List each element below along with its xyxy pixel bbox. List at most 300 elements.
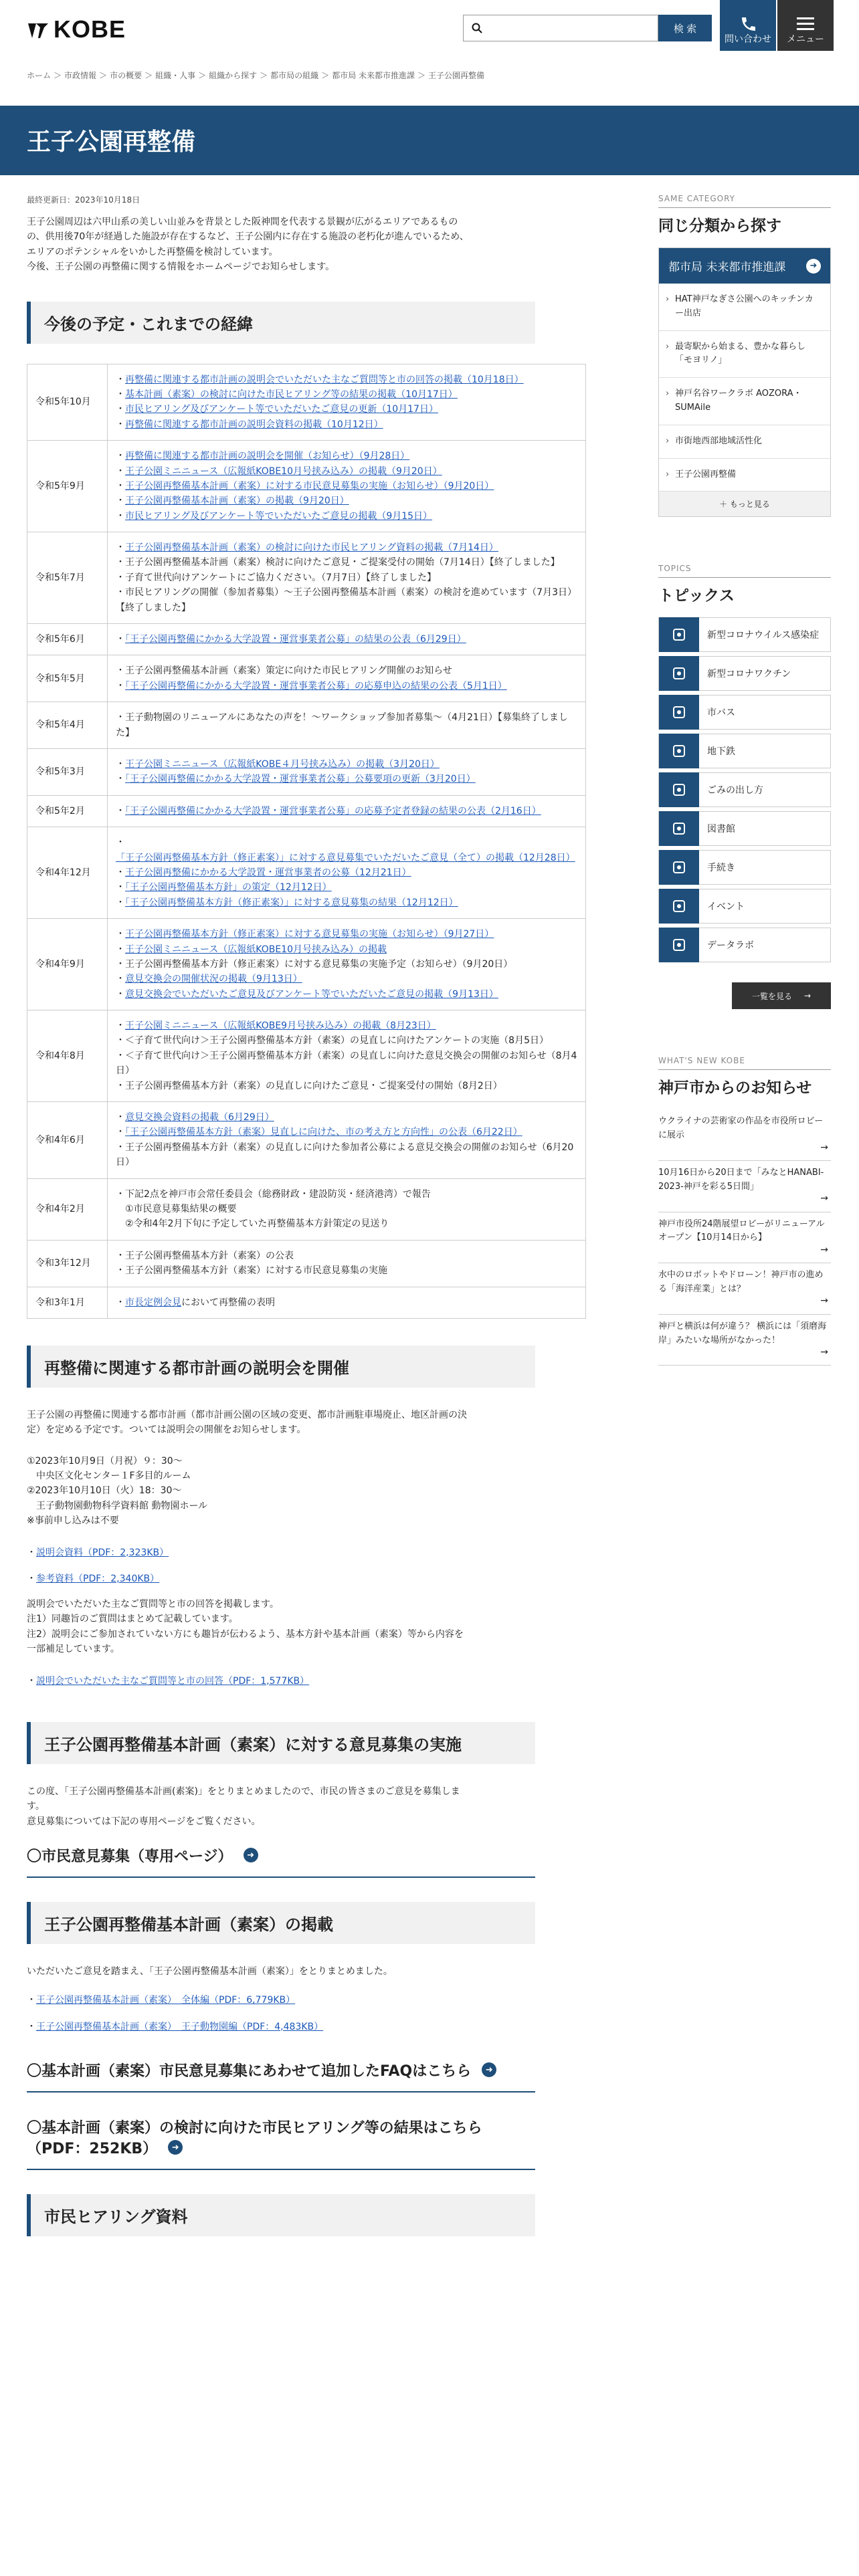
category-item[interactable]: › 神戸名谷ワークラボ AOZORA・SUMAile [659, 378, 830, 425]
timeline-entry [116, 372, 577, 387]
hearing-results-link[interactable] [27, 2117, 535, 2170]
document-icon [659, 850, 699, 885]
menu-label: メニュー [787, 34, 824, 45]
intro-line: の、供用後70年が経過した施設が存在するなど、王子公園内に存在する施設の老朽化が進んでいるため、 [27, 231, 469, 243]
timeline-entry [116, 417, 577, 432]
entry-text: ・ [116, 988, 125, 1000]
arrow-right-icon: → [820, 1295, 828, 1307]
breadcrumb-item[interactable]: 組織・人事 [155, 71, 196, 80]
timeline-entry [116, 804, 577, 819]
timeline-entry [116, 987, 577, 1002]
entry-link[interactable]: 市民ヒアリング及びアンケート等でいただいたご意見の掲載（9月15日） [125, 510, 433, 522]
timeline-date: 令和4年2月 [27, 1178, 108, 1240]
entry-text: ・ [116, 929, 125, 940]
timeline-entry [116, 1216, 577, 1231]
entry-text: ・＜子育て世代向け＞王子公園再整備基本方針（素案）の見直しに向けた意見交換会の開催のお知らせ（8月4日） [116, 1050, 577, 1077]
entry-text: ・ [116, 480, 125, 492]
entry-link[interactable]: 市民ヒアリング及びアンケート等でいただいたご意見の更新（10月17日） [125, 404, 438, 415]
entry-text: ・ [116, 758, 125, 770]
timeline-date: 令和3年1月 [27, 1287, 108, 1318]
arrow-right-icon: → [820, 1193, 828, 1204]
topic-item[interactable] [658, 656, 831, 691]
arrow-right-icon: ➜ [244, 1848, 258, 1862]
timeline-entry [116, 1202, 577, 1216]
news-item[interactable] [658, 1263, 831, 1315]
timeline-entries [108, 364, 586, 441]
timeline-row [27, 1287, 586, 1318]
site-header [0, 0, 859, 59]
timeline-row [27, 1240, 586, 1287]
kobe-logo[interactable] [27, 16, 126, 43]
opinion-line: す。 [27, 1801, 45, 1812]
breadcrumb-item[interactable]: 市政情報 [64, 71, 97, 80]
schedule-line: ①2023年10月9日（月祝）９：30～ [27, 1455, 183, 1467]
entry-text: ・ [116, 680, 125, 691]
search-button[interactable]: 検 索 [658, 15, 712, 41]
breadcrumb-separator-icon: ＞ [417, 71, 426, 80]
intro-line: エリアのポテンシャルをいかした再整備を検討しています。 [27, 246, 278, 257]
same-category-label: SAME CATEGORY [658, 194, 736, 203]
entry-link[interactable]: 再整備に関連する都市計画の説明会でいただいた主なご質問等と市の回答の掲載（10月18日） [125, 374, 524, 385]
category-head-label: 都市局 未来都市推進課 [668, 261, 786, 274]
entry-text: ・ [116, 634, 125, 645]
entry-text: ・子育て世代向けアンケートにご協力ください。（7月7日）【終了しました】 [116, 572, 436, 583]
view-all-button[interactable] [732, 982, 831, 1009]
entry-link[interactable]: 「王子公園再整備基本方針（修正素案）」に対する意見募集でいただいたご意見（全て）の掲載（12月28日） [116, 852, 575, 863]
entry-text: ・ [116, 974, 125, 985]
same-category-title: 同じ分類から探す [658, 217, 781, 235]
arrow-right-icon: → [803, 991, 812, 1001]
timeline-entries [108, 795, 586, 827]
entry-text: ・王子公園再整備基本方針（修正素案）に対する意見募集の実施予定（お知らせ）（9月20日） [116, 958, 513, 970]
timeline-date: 令和5年3月 [27, 748, 108, 795]
plan-zoo-pdf-link[interactable]: 王子公園再整備基本計画（素案） 王子動物園編（PDF：4,483KB） [36, 2021, 324, 2032]
category-box [658, 247, 831, 517]
breadcrumb-separator-icon: ＞ [321, 71, 330, 80]
timeline-entry [116, 880, 577, 895]
entry-text: ・下記2点を神戸市会常任委員会（総務財政・建設防災・経済港湾）で報告 [116, 1188, 431, 1200]
timeline-row [27, 1178, 586, 1240]
timeline-entry [116, 1110, 577, 1125]
entry-link[interactable]: 意見交換会の開催状況の掲載（9月13日） [125, 974, 302, 985]
arrow-right-icon: ➜ [482, 2062, 496, 2077]
timeline-row [27, 748, 586, 795]
entry-text: ・王子公園再整備基本方針（素案）の公表 [116, 1250, 294, 1261]
timeline-entry [116, 387, 577, 402]
public-comment-label: 〇市民意見募集（専用ページ） [27, 1848, 233, 1865]
news-title: 神戸市からのお知らせ [658, 1079, 812, 1097]
opinion-line: この度、「王子公園再整備基本計画(素案)」をとりまとめましたので、市民の皆さまのご意見を募集しま [27, 1786, 460, 1797]
breadcrumb [27, 70, 484, 81]
entry-link[interactable]: 王子公園ミニニュース（広報紙KOBE10月号挟み込み）の掲載（9月20日） [125, 465, 442, 477]
hearing-materials-heading: 市民ヒアリング資料 [27, 2194, 535, 2236]
entry-link[interactable]: 「王子公園再整備基本方針」の策定（12月12日） [125, 882, 332, 893]
breadcrumb-separator-icon: ＞ [99, 71, 108, 80]
plan-overall-pdf-link[interactable]: 王子公園再整備基本計画（素案） 全体編（PDF：6,779KB） [36, 1995, 296, 2006]
divider [658, 207, 831, 208]
main-content [27, 194, 577, 2256]
timeline-entries [108, 919, 586, 1010]
reference-materials-link[interactable]: 参考資料（PDF：2,340KB） [36, 1573, 160, 1584]
timeline-entry [116, 772, 577, 786]
topic-item[interactable] [658, 850, 831, 885]
entry-text: ・ [116, 374, 125, 385]
entry-text: ①市民意見募集結果の概要 [116, 1203, 237, 1214]
faq-link[interactable] [27, 2060, 535, 2092]
timeline-entry [116, 494, 577, 508]
briefing-doc-item: ・参考資料（PDF：2,340KB） [27, 1573, 160, 1584]
timeline-entries [108, 655, 586, 702]
timeline-entry [116, 1140, 577, 1170]
timeline-entry [116, 972, 577, 986]
hearing-results-size: （PDF：252KB） [27, 2140, 158, 2157]
schedule-line: ※事前申し込みは不要 [27, 1515, 119, 1527]
timeline-entry [116, 1018, 577, 1033]
entry-text: ・ [116, 1297, 125, 1308]
entry-link[interactable]: 王子公園再整備基本方針（修正素案）に対する意見募集の実施（お知らせ）（9月27日） [125, 929, 494, 940]
show-more-button[interactable]: ＋ もっと見る [659, 492, 830, 516]
hamburger-icon [795, 15, 816, 32]
entry-text: ・ [116, 805, 125, 817]
news-text: 神戸市役所24階展望ロビーがリニューアルオープン【10月14日から】 [658, 1218, 825, 1243]
sidebar [658, 194, 831, 1366]
topics-title: トピックス [658, 587, 735, 605]
entry-suffix: において再整備の表明 [181, 1297, 275, 1308]
category-item[interactable]: › 王子公園再整備 [659, 459, 830, 492]
timeline-entry [116, 479, 577, 494]
timeline-entry [116, 1079, 577, 1093]
timeline-row [27, 919, 586, 1010]
arrow-right-icon: ➜ [168, 2140, 183, 2155]
briefing-notes [27, 1597, 535, 1657]
timeline-entry [116, 1187, 577, 1202]
timeline-row [27, 441, 586, 532]
breadcrumb-item[interactable]: 市の概要 [110, 71, 142, 80]
entry-text: ・ [116, 837, 125, 849]
opinion-heading: 王子公園再整備基本計画（素案）に対する意見募集の実施 [27, 1722, 535, 1764]
arrow-right-icon: → [820, 1244, 828, 1255]
topic-item[interactable] [658, 695, 831, 730]
menu-button[interactable] [777, 0, 834, 51]
timeline-entries [108, 1240, 586, 1287]
breadcrumb-item[interactable]: 組織から探す [209, 71, 258, 80]
timeline-entries [108, 1010, 586, 1102]
timeline-row [27, 532, 586, 624]
topic-item[interactable] [658, 772, 831, 807]
timeline-entry [116, 1249, 577, 1263]
breadcrumb-separator-icon: ＞ [198, 71, 207, 80]
timeline-date: 令和3年12月 [27, 1240, 108, 1287]
category-item[interactable]: › 最寄駅から始まる、豊かな暮らし「モヨリノ」 [659, 331, 830, 379]
timeline-date: 令和5年9月 [27, 441, 108, 532]
entry-link[interactable]: 「王子公園再整備にかかる大学設置・運営事業者公募」の応募予定者登録の結果の公表（2月16日） [125, 805, 541, 817]
briefing-doc-item: ・説明会資料（PDF：2,323KB） [27, 1547, 169, 1558]
timeline-date: 令和4年8月 [27, 1010, 108, 1102]
note-line: 説明会でいただいた主なご質問等と市の回答を掲載します。 [27, 1599, 279, 1610]
timeline-entry [116, 865, 577, 880]
timeline-row [27, 702, 586, 749]
opinion-text [27, 1784, 535, 1829]
entry-link[interactable]: 王子公園再整備基本計画（素案）の掲載（9月20日） [125, 496, 349, 507]
entry-link[interactable]: 王子公園再整備基本計画（素案）に対する市民意見募集の実施（お知らせ）（9月20日） [125, 480, 494, 492]
timeline-date: 令和4年9月 [27, 919, 108, 1010]
entry-link[interactable]: 王子公園ミニニュース（広報紙KOBE10月号挟み込み）の掲載 [125, 944, 387, 955]
news-text: ウクライナの芸術家の作品を市役所ロビーに展示 [658, 1116, 824, 1141]
timeline-heading: 今後の予定・これまでの経緯 [27, 302, 535, 344]
timeline-entry [116, 509, 577, 524]
entry-text: ・王子公園再整備基本計画（素案）策定に向けた市民ヒアリング開催のお知らせ [116, 665, 452, 677]
entry-text: ・王子公園再整備基本方針（素案）の見直しに向けた参加者公募による意見交換会の開催のお知らせ（6月20日） [116, 1142, 574, 1168]
search-icon [472, 23, 482, 33]
timeline-date: 令和5年2月 [27, 795, 108, 827]
entry-link[interactable]: 再整備に関連する都市計画の説明会を開催（お知らせ）（9月28日） [125, 451, 410, 462]
timeline-date: 令和5年7月 [27, 532, 108, 624]
title-band [0, 106, 859, 175]
timeline-entry [116, 1033, 577, 1048]
entry-text: ・ [116, 774, 125, 785]
entry-text: ・ [116, 1127, 125, 1138]
entry-link[interactable]: 市長定例会見 [125, 1297, 181, 1308]
timeline-row [27, 795, 586, 827]
subway-icon [659, 734, 699, 768]
last-updated: 最終更新日：2023年10月18日 [27, 195, 140, 205]
entry-link[interactable]: 「王子公園再整備にかかる大学設置・運営事業者公募」の結果の公表（6月29日） [125, 634, 466, 645]
timeline-date: 令和4年6月 [27, 1102, 108, 1179]
news-label: WHAT'S NEW KOBE [658, 1056, 745, 1066]
news-text: 10月16日から20日まで「みなとHANABI-2023-神戸を彩る5日間」 [658, 1167, 824, 1192]
topic-label: 新型コロナワクチン [707, 669, 791, 680]
briefing-schedule [27, 1454, 535, 1529]
logo-text: KOBE [54, 15, 126, 43]
faq-label: 〇基本計画（素案）市民意見募集にあわせて追加したFAQはこちら [27, 2062, 472, 2080]
entry-link[interactable]: 王子公園ミニニュース（広報紙KOBE４月号挟み込み）の掲載（3月20日） [125, 758, 440, 770]
topic-item[interactable] [658, 734, 831, 768]
timeline-entry [116, 585, 577, 615]
timeline-entries [108, 1102, 586, 1179]
entry-link[interactable]: 「王子公園再整備にかかる大学設置・運営事業者公募」公募要項の更新（3月20日） [125, 774, 476, 785]
timeline-date: 令和5年6月 [27, 624, 108, 655]
topic-label: ごみの出し方 [707, 785, 763, 796]
intro-text [27, 215, 535, 275]
qa-answers-link[interactable]: 説明会でいただいた主なご質問等と市の回答（PDF：1,577KB） [36, 1675, 310, 1687]
timeline-entry [116, 464, 577, 479]
timeline-date: 令和4年12月 [27, 827, 108, 919]
timeline-entry [116, 663, 577, 678]
kobe-logo-mark-icon [27, 18, 50, 41]
timeline-entries [108, 532, 586, 624]
breadcrumb-item[interactable]: 都市局 未来都市推進課 [332, 71, 415, 80]
entry-text: ・ [116, 419, 125, 430]
note-line: 一部補足しています。 [27, 1644, 120, 1655]
intro-line: 王子公園周辺は六甲山系の美しい山並みを背景とした阪神間を代表する景観が広がるエリアであるもの [27, 217, 458, 227]
news-item[interactable] [658, 1109, 831, 1161]
timeline-entry [116, 679, 577, 693]
search-input[interactable] [463, 15, 658, 41]
public-comment-link[interactable] [27, 1845, 535, 1878]
timeline-entries [108, 1178, 586, 1240]
timeline-entries [108, 702, 586, 749]
entry-text: ・ [116, 867, 125, 878]
briefing-line: 王子公園の再整備に関連する都市計画（都市計画公園の区域の変更、都市計画駐車場廃止、地区計画の決 [27, 1409, 467, 1420]
news-text: 水中のロボットやドローン！神戸市の進める「海洋産業」とは？ [658, 1270, 824, 1294]
chart-icon [659, 928, 699, 962]
topics-label: TOPICS [658, 564, 692, 574]
timeline-entries [108, 1287, 586, 1318]
topic-label: 図書館 [707, 824, 735, 835]
syringe-icon [659, 656, 699, 691]
timeline-entry [116, 555, 577, 570]
entry-text: ・ [116, 496, 125, 507]
news-text: 神戸と横浜は何が違う？ 横浜には「須磨海岸」みたいな場所がなかった！ [658, 1321, 827, 1346]
plan-doc-item: ・王子公園再整備基本計画（素案） 王子動物園編（PDF：4,483KB） [27, 2021, 324, 2032]
timeline-row [27, 624, 586, 655]
topic-item[interactable] [658, 617, 831, 652]
entry-link[interactable]: 王子公園ミニニュース（広報紙KOBE9月号挟み込み）の掲載（8月23日） [125, 1021, 436, 1032]
timeline-entry [116, 757, 577, 772]
timeline-row [27, 364, 586, 441]
breadcrumb-current: 王子公園再整備 [428, 71, 485, 80]
breadcrumb-item[interactable]: 都市局の組織 [270, 71, 319, 80]
timeline-entry [116, 957, 577, 972]
entry-link[interactable]: 基本計画（素案）の検討に向けた市民ヒアリング等の結果の掲載（10月17日） [125, 389, 458, 400]
entry-link[interactable]: 王子公園再整備基本計画（素案）の検討に向けた市民ヒアリング資料の掲載（7月14日） [125, 542, 498, 554]
contact-label: 問い合わせ [725, 34, 771, 45]
entry-text: ・ [116, 465, 125, 477]
briefing-materials-link[interactable]: 説明会資料（PDF：2,323KB） [36, 1547, 169, 1558]
news-item[interactable] [658, 1315, 831, 1366]
timeline-entry [116, 540, 577, 555]
trash-icon [659, 772, 699, 807]
entry-text: ・ [116, 1021, 125, 1032]
category-head-link[interactable] [659, 248, 830, 284]
entry-text: ・ [116, 404, 125, 415]
timeline-entry [116, 632, 577, 647]
entry-link[interactable]: 王子公園再整備にかかる大学設置・運営事業者の公募（12月21日） [125, 867, 411, 878]
topic-label: 市バス [707, 708, 735, 719]
news-item[interactable] [658, 1161, 831, 1212]
timeline-date: 令和5年5月 [27, 655, 108, 702]
schedule-line: 王子動物園動物科学資料館 動物園ホール [27, 1500, 208, 1511]
contact-button[interactable] [720, 0, 776, 51]
timeline-row [27, 655, 586, 702]
news-item[interactable] [658, 1212, 831, 1264]
timeline-entry [116, 1049, 577, 1079]
plan-text: いただいたご意見を踏まえ、「王子公園再整備基本計画（素案）」をとりまとめました。 [27, 1965, 393, 1977]
timeline-entry [116, 835, 577, 865]
entry-text: ・ [116, 882, 125, 893]
view-all-label: 一覧を見る [751, 991, 792, 1001]
timeline-date: 令和5年10月 [27, 364, 108, 441]
timeline-table [27, 364, 586, 1319]
note-line: 注2）説明会にご参加されていない方にも趣旨が伝わるよう、基本方針や基本計画（素案）等から内容を [27, 1628, 464, 1640]
hearing-results-label: 〇基本計画（素案）の検討に向けた市民ヒアリング等の結果はこちら [27, 2119, 482, 2137]
breadcrumb-separator-icon: ＞ [260, 71, 268, 80]
topic-label: イベント [707, 901, 745, 913]
timeline-entries [108, 441, 586, 532]
entry-text: ・王子公園再整備基本計画（素案）検討に向けたご意見・ご提案受付の開始（7月14日）【終了しました】 [116, 557, 560, 568]
timeline-entry [116, 1295, 577, 1310]
briefing-heading: 再整備に関連する都市計画の説明会を開催 [27, 1346, 535, 1388]
entry-text: ・ [116, 389, 125, 400]
timeline-entry [116, 927, 577, 942]
topic-label: 手続き [707, 863, 735, 874]
schedule-line: 中央区文化センター１F多目的ルーム [27, 1471, 191, 1482]
topic-item[interactable] [658, 889, 831, 924]
entry-link[interactable]: 再整備に関連する都市計画の説明会資料の掲載（10月12日） [125, 419, 383, 430]
topic-item[interactable] [658, 928, 831, 962]
topic-label: データラボ [707, 940, 754, 952]
topic-item[interactable] [658, 811, 831, 846]
note-line: 注1）同趣旨のご質問はまとめて記載しています。 [27, 1614, 238, 1625]
plan-doc-item: ・王子公園再整備基本計画（素案） 全体編（PDF：6,779KB） [27, 1995, 296, 2006]
entry-text: ・ [116, 944, 125, 955]
entry-text: ・ [116, 897, 125, 908]
timeline-entry [116, 449, 577, 463]
entry-text: ・ [116, 451, 125, 462]
timeline-entry [116, 942, 577, 957]
breadcrumb-separator-icon: ＞ [54, 71, 62, 80]
category-item[interactable]: › 市街地西部地域活性化 [659, 425, 830, 459]
intro-line: 今後、王子公園の再整備に関する情報をホームページでお知らせします。 [27, 261, 335, 273]
divider [658, 577, 831, 578]
entry-link[interactable]: 「王子公園再整備基本方針（修正素案）」に対する意見募集の結果（12月12日） [125, 897, 458, 908]
timeline-entries [108, 624, 586, 655]
entry-link[interactable]: 「王子公園再整備基本方針（素案）見直しに向けた、市の考え方と方向性」の公表（6月22日） [125, 1127, 522, 1138]
timeline-entry [116, 710, 577, 740]
breadcrumb-separator-icon: ＞ [145, 71, 153, 80]
breadcrumb-item[interactable]: ホーム [27, 71, 52, 80]
phone-icon [738, 15, 758, 32]
entry-text: ・市民ヒアリングの開催（参加者募集）～王子公園再整備基本計画（素案）の検討を進めています（7月3日）【終了しました】 [116, 587, 577, 613]
timeline-entry [116, 570, 577, 585]
timeline-row [27, 827, 586, 919]
calendar-icon [659, 889, 699, 924]
virus-icon [659, 617, 699, 652]
entry-link[interactable]: 意見交換会でいただいたご意見及びアンケート等でいただいたご意見の掲載（9月13日） [125, 988, 498, 1000]
opinion-line: 意見募集については下記の専用ページをご覧ください。 [27, 1816, 261, 1827]
briefing-text [27, 1408, 535, 1438]
category-item[interactable]: › HAT神戸なぎさ公園へのキッチンカー出店 [659, 284, 830, 331]
plan-heading: 王子公園再整備基本計画（素案）の掲載 [27, 1902, 535, 1944]
timeline-entries [108, 827, 586, 919]
arrow-right-icon: → [820, 1142, 828, 1153]
topic-label: 新型コロナウイルス感染症 [707, 630, 820, 641]
timeline-entry [116, 1125, 577, 1140]
entry-link[interactable]: 「王子公園再整備にかかる大学設置・運営事業者公募」の応募申込の結果の公表（5月1日） [125, 680, 507, 691]
timeline-entry [116, 402, 577, 417]
bus-icon [659, 695, 699, 730]
timeline-date: 令和5年4月 [27, 702, 108, 749]
entry-text: ・ [116, 542, 125, 554]
entry-text: ・ [116, 1112, 125, 1123]
arrow-right-icon: ➜ [806, 259, 821, 274]
entry-text: ・王子公園再整備基本方針（素案）の見直しに向けたご意見・ご提案受付の開始（8月2日） [116, 1080, 502, 1091]
schedule-line: ②2023年10月10日（火）18：30～ [27, 1485, 182, 1497]
briefing-line: 定）を定める予定です。ついては説明会の開催をお知らせします。 [27, 1424, 306, 1436]
entry-text: ・王子動物園のリニューアルにあなたの声を！～ワークショップ参加者募集～（4月21日）【募集終了しました】 [116, 712, 568, 738]
entry-text: ②令和4年2月下旬に予定していた再整備基本方針策定の見送り [116, 1218, 389, 1230]
briefing-doc-item: ・説明会でいただいた主なご質問等と市の回答（PDF：1,577KB） [27, 1675, 310, 1687]
timeline-entry [116, 1263, 577, 1278]
timeline-row [27, 1010, 586, 1102]
entry-link[interactable]: 意見交換会資料の掲載（6月29日） [125, 1112, 274, 1123]
timeline-entries [108, 748, 586, 795]
timeline-entry [116, 895, 577, 910]
entry-text: ・王子公園再整備基本方針（素案）に対する市民意見募集の実施 [116, 1265, 387, 1277]
entry-text: ・＜子育て世代向け＞王子公園再整備基本方針（素案）の見直しに向けたアンケートの実施（8月5日） [116, 1035, 549, 1047]
arrow-right-icon: → [820, 1346, 828, 1358]
topic-label: 地下鉄 [707, 746, 735, 758]
